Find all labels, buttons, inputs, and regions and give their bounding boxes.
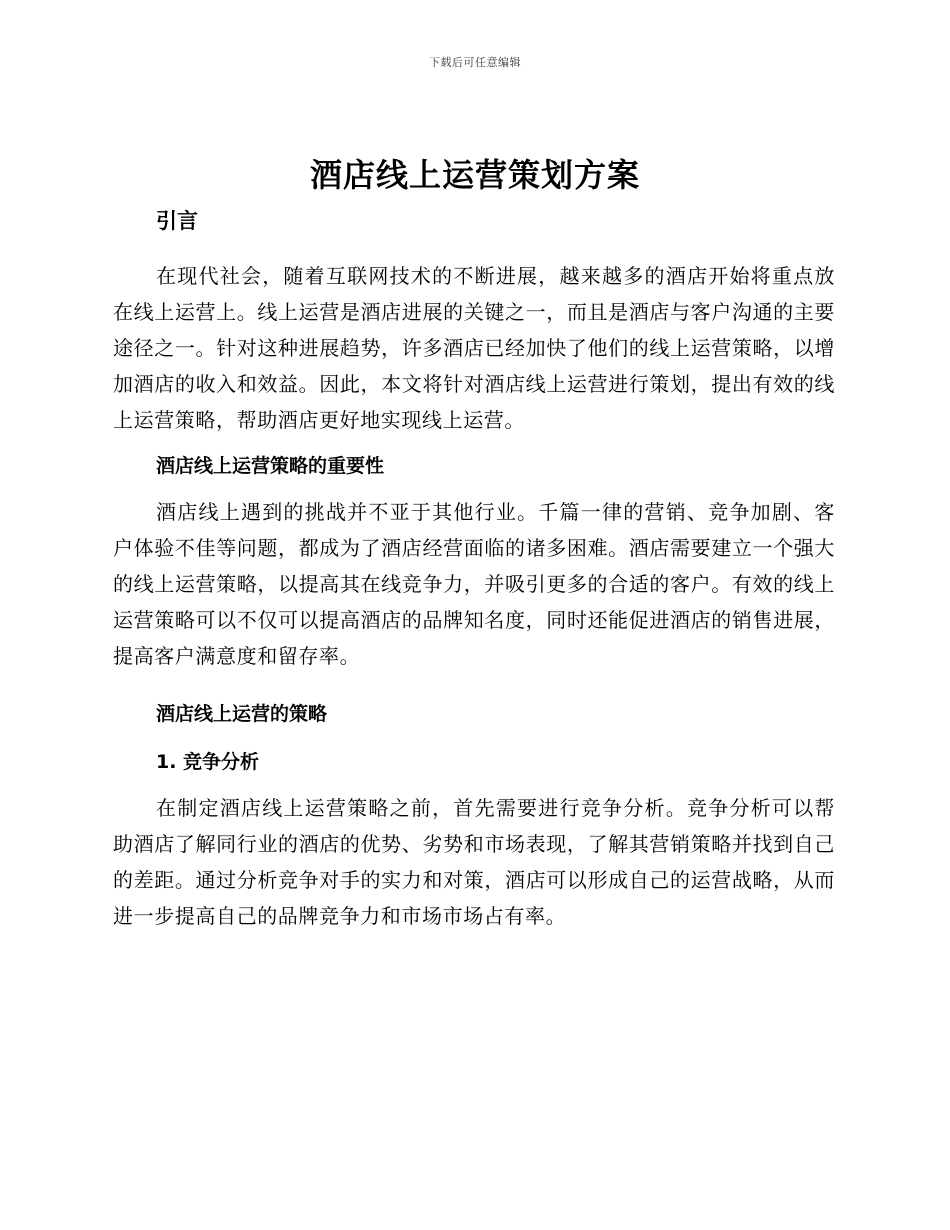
intro-paragraph: 在现代社会，随着互联网技术的不断进展，越来越多的酒店开始将重点放在线上运营上。线上运营是酒店进展的关键之一，而且是酒店与客户沟通的主要途径之一。针对这种进展趋势，许多酒店已经加快了他们的线上运营策略，以增加酒店的收入和效益。因此，本文将针对酒店线上运营进行策划，提出有效的线上运营策略，帮助酒店更好地实现线上运营。: [113, 264, 835, 432]
strategy-heading: 酒店线上运营的策略: [156, 703, 328, 725]
document-title: 酒店线上运营策划方案: [309, 156, 640, 194]
competition-paragraph: 在制定酒店线上运营策略之前，首先需要进行竞争分析。竞争分析可以帮助酒店了解同行业的酒店的优势、劣势和市场表现，了解其营销策略并找到自己的差距。通过分析竞争对手的实力和对策，酒店可以形成自己的运营战略，从而进一步提高自己的品牌竞争力和市场市场占有率。: [113, 796, 835, 928]
importance-heading: 酒店线上运营策略的重要性: [156, 455, 385, 477]
intro-heading: 引言: [156, 209, 198, 233]
importance-paragraph: 酒店线上遇到的挑战并不亚于其他行业。千篇一律的营销、竞争加剧、客户体验不佳等问题，都成为了酒店经营面临的诸多困难。酒店需要建立一个强大的线上运营策略，以提高其在线竞争力，并吸引更多的合适的客户。有效的线上运营策略可以不仅可以提高酒店的品牌知名度，同时还能促进酒店的销售进展，提高客户满意度和留存率。: [113, 500, 835, 668]
header-note: 下载后可任意编辑: [429, 56, 521, 69]
document-body: [113, 198, 835, 934]
competition-heading: 1. 竞争分析: [156, 751, 260, 773]
